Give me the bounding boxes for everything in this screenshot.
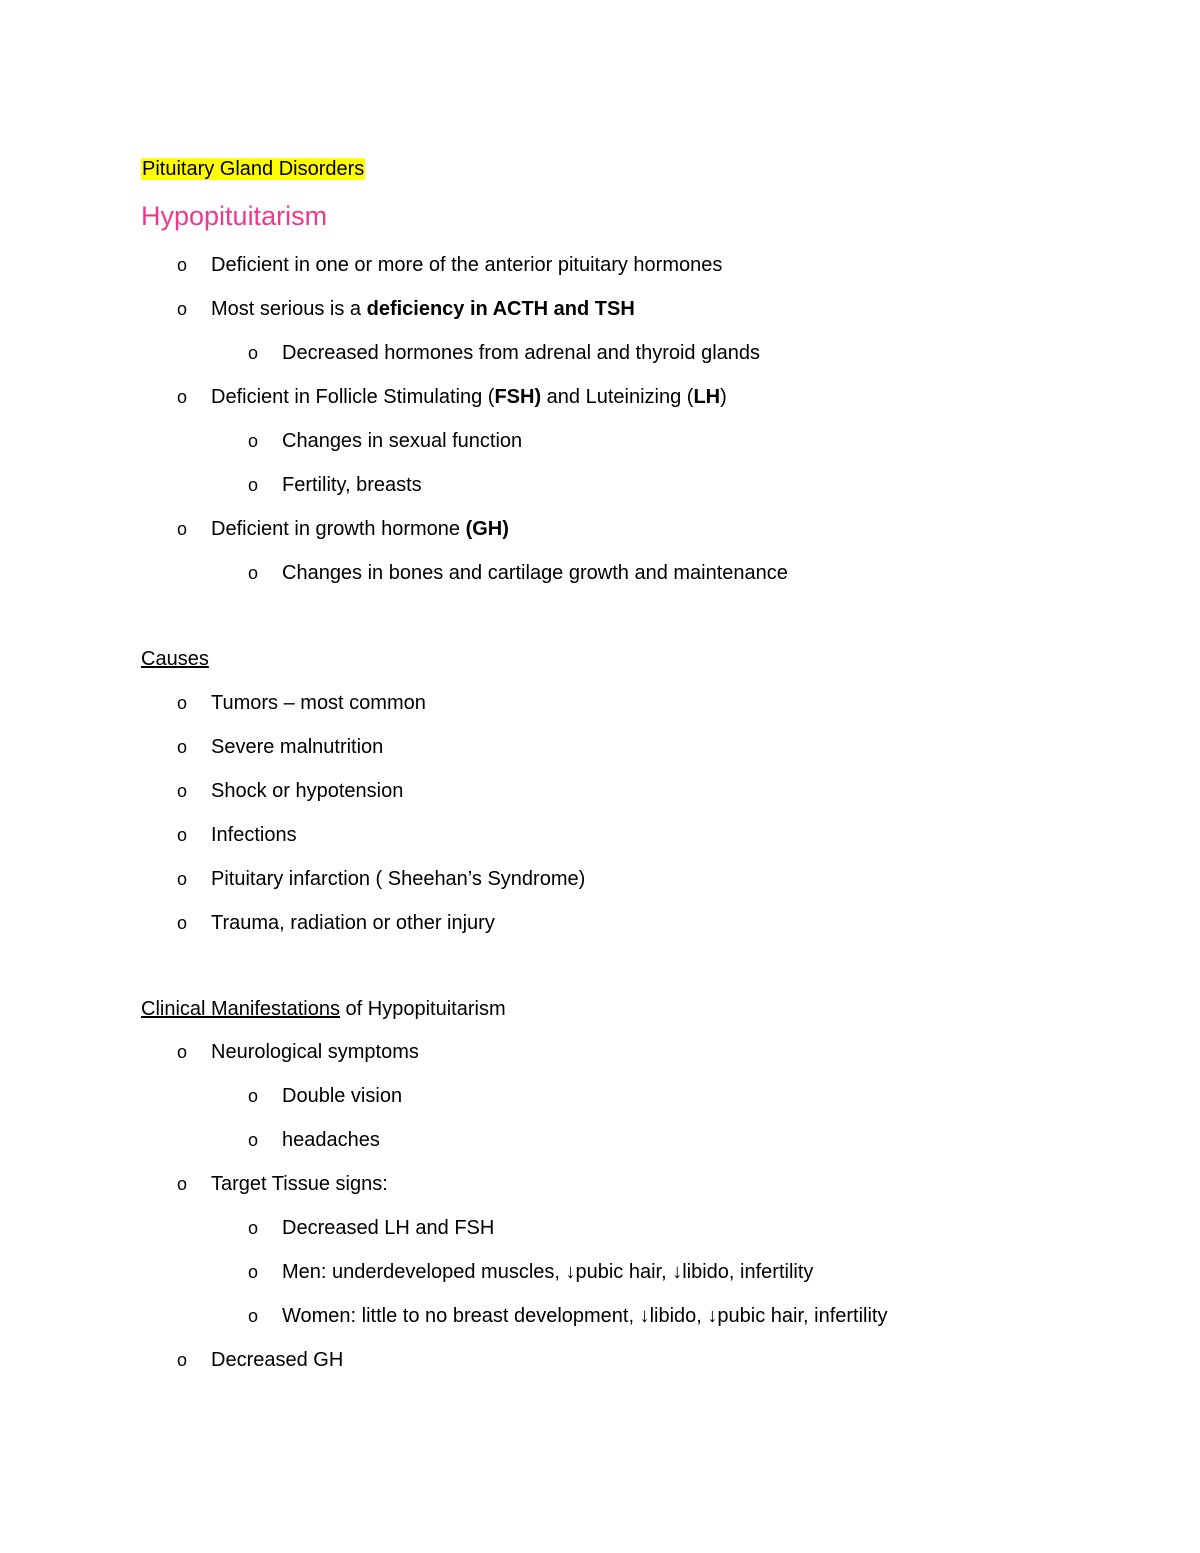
list-item: Pituitary infarction ( Sheehan’s Syndrome)	[211, 868, 586, 890]
bullet-icon: o	[177, 869, 188, 889]
bullet-icon: o	[248, 563, 259, 583]
list-item-text: Deficient in growth hormone	[211, 518, 466, 540]
list-item: Target Tissue signs:	[211, 1173, 388, 1195]
list-item-text: Most serious is a	[211, 298, 367, 320]
list-item: Fertility, breasts	[282, 474, 422, 496]
bullet-icon: o	[177, 737, 188, 757]
bullet-icon: o	[177, 913, 188, 933]
highlighted-title: Pituitary Gland Disorders	[142, 158, 365, 180]
list-item-text: )	[720, 386, 727, 408]
list-item-text: and Luteinizing (	[541, 386, 694, 408]
list-item: Changes in sexual function	[282, 430, 523, 452]
list-item: Infections	[211, 824, 297, 846]
list-item	[211, 384, 727, 410]
list-item: headaches	[282, 1129, 380, 1151]
bullet-icon: o	[177, 519, 188, 539]
list-item	[211, 516, 509, 542]
list-item-bold-text: deficiency in ACTH and TSH	[366, 298, 635, 320]
list-item: Neurological symptoms	[211, 1041, 419, 1063]
list-item: Changes in bones and cartilage growth and maintenance	[282, 562, 788, 584]
list-item: Deficient in one or more of the anterior pituitary hormones	[211, 254, 723, 276]
bullet-icon: o	[177, 387, 188, 407]
section-heading-rest: of Hypopituitarism	[339, 998, 506, 1020]
bullet-icon: o	[248, 343, 259, 363]
section-heading-hypopituitarism: Hypopituitarism	[141, 201, 328, 231]
document-title	[141, 156, 365, 182]
section-heading-causes: Causes	[141, 648, 209, 670]
bullet-icon: o	[177, 825, 188, 845]
section-heading-clinical-manifestations	[141, 996, 506, 1022]
list-item: Double vision	[282, 1085, 403, 1107]
bullet-icon: o	[248, 475, 259, 495]
list-item-text: Deficient in Follicle Stimulating (	[211, 386, 495, 408]
bullet-icon: o	[248, 1218, 259, 1238]
list-item: Decreased hormones from adrenal and thyroid glands	[282, 342, 761, 364]
list-item: Trauma, radiation or other injury	[211, 912, 495, 934]
bullet-icon: o	[248, 1086, 259, 1106]
bullet-icon: o	[248, 1306, 259, 1326]
list-item-bold-text: LH	[693, 386, 721, 408]
bullet-icon: o	[177, 693, 188, 713]
bullet-icon: o	[177, 1350, 188, 1370]
list-item: Severe malnutrition	[211, 736, 384, 758]
list-item: Men: underdeveloped muscles, ↓pubic hair, ↓libido, infertility	[282, 1261, 814, 1283]
list-item: Women: little to no breast development, ↓libido, ↓pubic hair, infertility	[282, 1305, 888, 1327]
bullet-icon: o	[248, 1130, 259, 1150]
list-item	[211, 296, 635, 322]
list-item: Decreased GH	[211, 1349, 344, 1371]
list-item-bold-text: (GH)	[465, 518, 509, 540]
list-item: Tumors – most common	[211, 692, 426, 714]
bullet-icon: o	[177, 1174, 188, 1194]
list-item-bold-text: FSH)	[494, 386, 542, 408]
bullet-icon: o	[177, 255, 188, 275]
section-heading-underlined: Clinical Manifestations	[141, 998, 340, 1020]
bullet-icon: o	[248, 431, 259, 451]
bullet-icon: o	[177, 781, 188, 801]
bullet-icon: o	[248, 1262, 259, 1282]
list-item: Shock or hypotension	[211, 780, 404, 802]
bullet-icon: o	[177, 299, 188, 319]
bullet-icon: o	[177, 1042, 188, 1062]
list-item: Decreased LH and FSH	[282, 1217, 495, 1239]
